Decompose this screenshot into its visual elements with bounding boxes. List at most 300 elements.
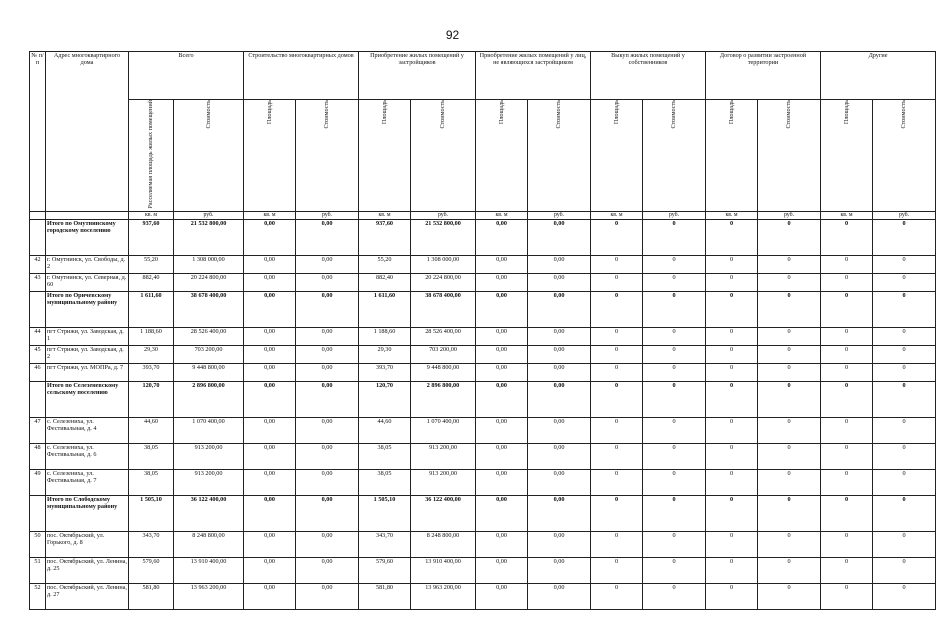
value-cell: 0 — [873, 531, 936, 557]
value-cell: 0,00 — [476, 583, 528, 609]
value-cell: 36 122 400,00 — [411, 495, 476, 531]
unit-cell-empty — [30, 211, 46, 219]
value-cell: 120,70 — [359, 381, 411, 417]
value-cell: 0,00 — [528, 345, 591, 363]
value-cell: 1 505,10 — [129, 495, 174, 531]
value-cell: 0,00 — [528, 443, 591, 469]
unit-cell: кв. м — [129, 211, 174, 219]
value-cell: 38,05 — [359, 469, 411, 495]
header-row-groups — [30, 52, 936, 100]
header-group-non-developer: Приобретение жилых помещений у лиц, не являющихся застройщиком — [476, 52, 591, 100]
value-cell: 0 — [873, 273, 936, 291]
value-cell: 0 — [821, 469, 873, 495]
subheader-label: Стоимость — [670, 100, 678, 129]
value-cell: 55,20 — [129, 255, 174, 273]
subheader-label: Площадь — [842, 100, 850, 125]
value-cell: 0 — [758, 219, 821, 255]
value-cell: 0,00 — [528, 417, 591, 443]
value-cell: 0,00 — [476, 273, 528, 291]
subheader-label: Стоимость — [439, 100, 447, 129]
value-cell: 20 224 800,00 — [411, 273, 476, 291]
unit-cell: руб. — [296, 211, 359, 219]
value-cell: 393,70 — [129, 363, 174, 381]
subheader-cell — [758, 100, 821, 212]
value-cell: 1 188,60 — [359, 327, 411, 345]
value-cell: 0 — [821, 219, 873, 255]
value-cell: 0,00 — [244, 381, 296, 417]
total-row — [30, 219, 936, 255]
row-number: 43 — [30, 273, 46, 291]
value-cell: 0,00 — [244, 363, 296, 381]
value-cell: 0,00 — [244, 417, 296, 443]
table-body — [30, 219, 936, 609]
subheader-label: Стоимость — [555, 100, 563, 129]
value-cell: 0 — [643, 219, 706, 255]
value-cell: 38,05 — [129, 443, 174, 469]
unit-cell: руб. — [758, 211, 821, 219]
value-cell: 0,00 — [296, 557, 359, 583]
value-cell: 0 — [706, 291, 758, 327]
value-cell: 0 — [758, 363, 821, 381]
value-cell: 0 — [591, 363, 643, 381]
value-cell: 0 — [758, 327, 821, 345]
value-cell: 0,00 — [296, 219, 359, 255]
unit-cell: кв. м — [591, 211, 643, 219]
value-cell: 0 — [706, 219, 758, 255]
value-cell: 0,00 — [476, 469, 528, 495]
value-cell: 0 — [591, 273, 643, 291]
value-cell: 0,00 — [244, 291, 296, 327]
value-cell: 0,00 — [244, 273, 296, 291]
value-cell: 0,00 — [528, 557, 591, 583]
value-cell: 0 — [706, 495, 758, 531]
value-cell: 0 — [706, 469, 758, 495]
value-cell: 0,00 — [476, 255, 528, 273]
value-cell: 343,70 — [359, 531, 411, 557]
total-label: Итого по Слободскому муниципальному району — [46, 495, 129, 531]
table-row — [30, 273, 936, 291]
subheader-cell — [528, 100, 591, 212]
value-cell: 38 678 400,00 — [174, 291, 244, 327]
resettlement-table — [29, 51, 936, 610]
value-cell: 0,00 — [244, 531, 296, 557]
value-cell: 0 — [643, 291, 706, 327]
value-cell: 0,00 — [476, 363, 528, 381]
value-cell: 0 — [706, 273, 758, 291]
value-cell: 38,05 — [129, 469, 174, 495]
unit-cell: руб. — [174, 211, 244, 219]
header-group-buyout: Выкуп жилых помещений у собственников — [591, 52, 706, 100]
row-number: 51 — [30, 557, 46, 583]
value-cell: 0 — [821, 273, 873, 291]
subheader-label: Стоимость — [785, 100, 793, 129]
value-cell: 0 — [706, 255, 758, 273]
value-cell: 0 — [758, 291, 821, 327]
value-cell: 0,00 — [476, 417, 528, 443]
value-cell: 1 308 000,00 — [411, 255, 476, 273]
address-cell: г. Омутнинск, ул. Свободы, д. 2 — [46, 255, 129, 273]
value-cell: 0,00 — [296, 345, 359, 363]
value-cell: 0 — [758, 417, 821, 443]
total-label: Итого по Омутнинскому городскому поселению — [46, 219, 129, 255]
value-cell: 21 532 800,00 — [174, 219, 244, 255]
subheader-cell — [296, 100, 359, 212]
value-cell: 0 — [873, 583, 936, 609]
value-cell: 0 — [706, 327, 758, 345]
value-cell: 0 — [591, 417, 643, 443]
value-cell: 0 — [873, 327, 936, 345]
value-cell: 0,00 — [476, 495, 528, 531]
subheader-cell — [129, 100, 174, 212]
unit-cell: кв. м — [706, 211, 758, 219]
subheader-label: Площадь — [612, 100, 620, 125]
value-cell: 0 — [758, 583, 821, 609]
value-cell: 0 — [706, 557, 758, 583]
address-cell: пгт Стрижи, ул. МОПРа, д. 7 — [46, 363, 129, 381]
address-cell: с. Селезениха, ул. Фестивальная, д. 6 — [46, 443, 129, 469]
value-cell: 579,60 — [129, 557, 174, 583]
value-cell: 0,00 — [528, 531, 591, 557]
value-cell: 0 — [821, 583, 873, 609]
value-cell: 0,00 — [528, 273, 591, 291]
value-cell: 913 200,00 — [174, 443, 244, 469]
value-cell: 0 — [643, 443, 706, 469]
value-cell: 9 448 800,00 — [174, 363, 244, 381]
value-cell: 913 200,00 — [174, 469, 244, 495]
value-cell: 0 — [706, 417, 758, 443]
value-cell: 29,30 — [129, 345, 174, 363]
value-cell: 0 — [758, 495, 821, 531]
value-cell: 13 910 400,00 — [411, 557, 476, 583]
header-group-total: Всего — [129, 52, 244, 100]
row-number: 49 — [30, 469, 46, 495]
row-number: 47 — [30, 417, 46, 443]
subheader-cell — [706, 100, 758, 212]
value-cell: 0,00 — [296, 583, 359, 609]
value-cell: 0 — [821, 443, 873, 469]
value-cell: 0 — [821, 557, 873, 583]
subheader-cell — [643, 100, 706, 212]
value-cell: 0,00 — [476, 345, 528, 363]
value-cell: 0 — [643, 363, 706, 381]
value-cell: 0,00 — [244, 255, 296, 273]
value-cell: 120,70 — [129, 381, 174, 417]
address-cell: пос. Октябрьский, ул. Ленина, д. 27 — [46, 583, 129, 609]
value-cell: 13 910 400,00 — [174, 557, 244, 583]
unit-cell: кв. м — [244, 211, 296, 219]
value-cell: 0 — [873, 469, 936, 495]
value-cell: 0,00 — [528, 255, 591, 273]
value-cell: 0,00 — [296, 327, 359, 345]
value-cell: 0 — [873, 363, 936, 381]
value-cell: 0,00 — [296, 363, 359, 381]
table-row — [30, 345, 936, 363]
value-cell: 21 532 800,00 — [411, 219, 476, 255]
address-cell: пос. Октябрьский, ул. Ленина, д. 25 — [46, 557, 129, 583]
value-cell: 581,80 — [359, 583, 411, 609]
value-cell: 0 — [643, 273, 706, 291]
value-cell: 0 — [821, 531, 873, 557]
subheader-label: Площадь — [497, 100, 505, 125]
value-cell: 0 — [758, 345, 821, 363]
value-cell: 0 — [591, 469, 643, 495]
value-cell: 0,00 — [296, 417, 359, 443]
address-cell: с. Селезениха, ул. Фестивальная, д. 7 — [46, 469, 129, 495]
row-number: 52 — [30, 583, 46, 609]
header-address: Адрес многоквартирного дома — [46, 52, 129, 212]
address-cell: г. Омутнинск, ул. Северная, д. 60 — [46, 273, 129, 291]
value-cell: 36 122 400,00 — [174, 495, 244, 531]
value-cell: 0,00 — [296, 469, 359, 495]
value-cell: 38,05 — [359, 443, 411, 469]
row-number: 44 — [30, 327, 46, 345]
value-cell: 0 — [821, 255, 873, 273]
value-cell: 0 — [591, 327, 643, 345]
value-cell: 0 — [643, 381, 706, 417]
value-cell: 1 611,60 — [359, 291, 411, 327]
header-group-other: Другие — [821, 52, 936, 100]
value-cell: 0,00 — [528, 381, 591, 417]
value-cell: 44,60 — [359, 417, 411, 443]
value-cell: 0 — [758, 381, 821, 417]
total-label: Итого по Оричевскому муниципальному району — [46, 291, 129, 327]
row-number — [30, 219, 46, 255]
value-cell: 0,00 — [244, 469, 296, 495]
value-cell: 0 — [821, 291, 873, 327]
value-cell: 0,00 — [244, 219, 296, 255]
subheader-cell — [873, 100, 936, 212]
value-cell: 0 — [643, 495, 706, 531]
value-cell: 0 — [643, 469, 706, 495]
header-group-territory: Договор о развитии застроенной территории — [706, 52, 821, 100]
row-number — [30, 495, 46, 531]
value-cell: 0 — [591, 557, 643, 583]
header-row-units — [30, 211, 936, 219]
value-cell: 0 — [873, 417, 936, 443]
value-cell: 55,20 — [359, 255, 411, 273]
value-cell: 0 — [873, 495, 936, 531]
value-cell: 882,40 — [359, 273, 411, 291]
subheader-cell — [821, 100, 873, 212]
value-cell: 0 — [821, 495, 873, 531]
table-row — [30, 557, 936, 583]
page-number: 92 — [445, 28, 460, 42]
value-cell: 0,00 — [528, 219, 591, 255]
value-cell: 13 963 200,00 — [174, 583, 244, 609]
value-cell: 13 963 200,00 — [411, 583, 476, 609]
value-cell: 0,00 — [528, 363, 591, 381]
value-cell: 0 — [591, 219, 643, 255]
value-cell: 0,00 — [244, 583, 296, 609]
value-cell: 0 — [821, 345, 873, 363]
value-cell: 0,00 — [476, 531, 528, 557]
value-cell: 393,70 — [359, 363, 411, 381]
value-cell: 0 — [643, 417, 706, 443]
value-cell: 0,00 — [244, 557, 296, 583]
value-cell: 0,00 — [296, 273, 359, 291]
value-cell: 579,60 — [359, 557, 411, 583]
value-cell: 0,00 — [528, 327, 591, 345]
unit-cell: кв. м — [821, 211, 873, 219]
header-group-developer: Приобретение жилых помещений у застройщиков — [359, 52, 476, 100]
value-cell: 913 200,00 — [411, 469, 476, 495]
total-row — [30, 291, 936, 327]
row-number: 45 — [30, 345, 46, 363]
subheader-label: Площадь — [380, 100, 388, 125]
value-cell: 0 — [591, 495, 643, 531]
total-row — [30, 495, 936, 531]
value-cell: 0,00 — [476, 219, 528, 255]
value-cell: 703 200,00 — [411, 345, 476, 363]
value-cell: 0 — [643, 557, 706, 583]
value-cell: 0 — [591, 381, 643, 417]
header-group-construction: Строительство многоквартирных домов — [244, 52, 359, 100]
value-cell: 0 — [643, 345, 706, 363]
value-cell: 9 448 800,00 — [411, 363, 476, 381]
subheader-label: Площадь — [727, 100, 735, 125]
value-cell: 0 — [821, 417, 873, 443]
table-row — [30, 443, 936, 469]
unit-cell: руб. — [411, 211, 476, 219]
value-cell: 882,40 — [129, 273, 174, 291]
value-cell: 0 — [643, 255, 706, 273]
value-cell: 0 — [873, 219, 936, 255]
value-cell: 0,00 — [296, 495, 359, 531]
unit-cell: руб. — [643, 211, 706, 219]
value-cell: 0 — [706, 381, 758, 417]
subheader-label: Расселяемая площадь жилых помещений — [147, 100, 155, 209]
value-cell: 28 526 400,00 — [411, 327, 476, 345]
value-cell: 0 — [591, 443, 643, 469]
value-cell: 1 505,10 — [359, 495, 411, 531]
value-cell: 0 — [758, 273, 821, 291]
value-cell: 0,00 — [244, 327, 296, 345]
unit-cell: руб. — [873, 211, 936, 219]
header-num: № п/п — [30, 52, 46, 212]
value-cell: 0 — [591, 345, 643, 363]
value-cell: 0 — [873, 557, 936, 583]
value-cell: 0 — [706, 363, 758, 381]
value-cell: 0,00 — [296, 381, 359, 417]
value-cell: 38 678 400,00 — [411, 291, 476, 327]
value-cell: 0,00 — [528, 291, 591, 327]
value-cell: 0 — [643, 583, 706, 609]
table-row — [30, 417, 936, 443]
value-cell: 0 — [643, 531, 706, 557]
value-cell: 0 — [758, 469, 821, 495]
address-cell: пгт Стрижи, ул. Заводская, д. 1 — [46, 327, 129, 345]
row-number: 48 — [30, 443, 46, 469]
header-row-sub — [30, 100, 936, 212]
value-cell: 28 526 400,00 — [174, 327, 244, 345]
table-row — [30, 327, 936, 345]
unit-cell: кв. м — [476, 211, 528, 219]
value-cell: 0,00 — [476, 557, 528, 583]
value-cell: 0 — [706, 531, 758, 557]
value-cell: 0,00 — [476, 327, 528, 345]
subheader-label: Стоимость — [323, 100, 331, 129]
value-cell: 1 611,60 — [129, 291, 174, 327]
value-cell: 0 — [706, 443, 758, 469]
total-label: Итого по Селезеневскому сельскому поселению — [46, 381, 129, 417]
value-cell: 0,00 — [528, 495, 591, 531]
table-row — [30, 531, 936, 557]
subheader-cell — [591, 100, 643, 212]
value-cell: 0 — [758, 531, 821, 557]
subheader-label: Стоимость — [204, 100, 212, 129]
value-cell: 0,00 — [244, 443, 296, 469]
value-cell: 8 248 800,00 — [411, 531, 476, 557]
value-cell: 0,00 — [296, 255, 359, 273]
value-cell: 0 — [821, 381, 873, 417]
value-cell: 0,00 — [296, 443, 359, 469]
value-cell: 703 200,00 — [174, 345, 244, 363]
value-cell: 1 070 400,00 — [174, 417, 244, 443]
subheader-label: Стоимость — [900, 100, 908, 129]
value-cell: 0,00 — [476, 443, 528, 469]
subheader-cell — [476, 100, 528, 212]
value-cell: 20 224 800,00 — [174, 273, 244, 291]
row-number — [30, 381, 46, 417]
value-cell: 0 — [873, 291, 936, 327]
value-cell: 0 — [873, 443, 936, 469]
value-cell: 1 188,60 — [129, 327, 174, 345]
unit-cell: руб. — [528, 211, 591, 219]
value-cell: 0,00 — [476, 381, 528, 417]
value-cell: 44,60 — [129, 417, 174, 443]
value-cell: 0 — [873, 381, 936, 417]
value-cell: 937,60 — [129, 219, 174, 255]
value-cell: 0 — [591, 583, 643, 609]
value-cell: 0 — [758, 255, 821, 273]
table-row — [30, 255, 936, 273]
value-cell: 0,00 — [244, 495, 296, 531]
subheader-cell — [244, 100, 296, 212]
row-number: 50 — [30, 531, 46, 557]
address-cell: с. Селезениха, ул. Фестивальная, д. 4 — [46, 417, 129, 443]
value-cell: 0 — [591, 291, 643, 327]
address-cell: пгт Стрижи, ул. Заводская, д. 2 — [46, 345, 129, 363]
value-cell: 0 — [706, 583, 758, 609]
value-cell: 0 — [591, 531, 643, 557]
value-cell: 0,00 — [296, 531, 359, 557]
value-cell: 0 — [873, 255, 936, 273]
total-row — [30, 381, 936, 417]
subheader-cell — [359, 100, 411, 212]
value-cell: 581,80 — [129, 583, 174, 609]
value-cell: 2 896 800,00 — [411, 381, 476, 417]
value-cell: 0 — [873, 345, 936, 363]
value-cell: 29,30 — [359, 345, 411, 363]
value-cell: 1 070 400,00 — [411, 417, 476, 443]
value-cell: 0 — [591, 255, 643, 273]
unit-cell: кв. м — [359, 211, 411, 219]
value-cell: 0 — [758, 557, 821, 583]
value-cell: 0,00 — [528, 583, 591, 609]
value-cell: 0 — [758, 443, 821, 469]
subheader-label: Площадь — [265, 100, 273, 125]
value-cell: 343,70 — [129, 531, 174, 557]
value-cell: 0,00 — [296, 291, 359, 327]
value-cell: 2 896 800,00 — [174, 381, 244, 417]
table-row — [30, 469, 936, 495]
value-cell: 0 — [821, 363, 873, 381]
value-cell: 0 — [706, 345, 758, 363]
value-cell: 937,60 — [359, 219, 411, 255]
value-cell: 8 248 800,00 — [174, 531, 244, 557]
subheader-cell — [174, 100, 244, 212]
row-number — [30, 291, 46, 327]
